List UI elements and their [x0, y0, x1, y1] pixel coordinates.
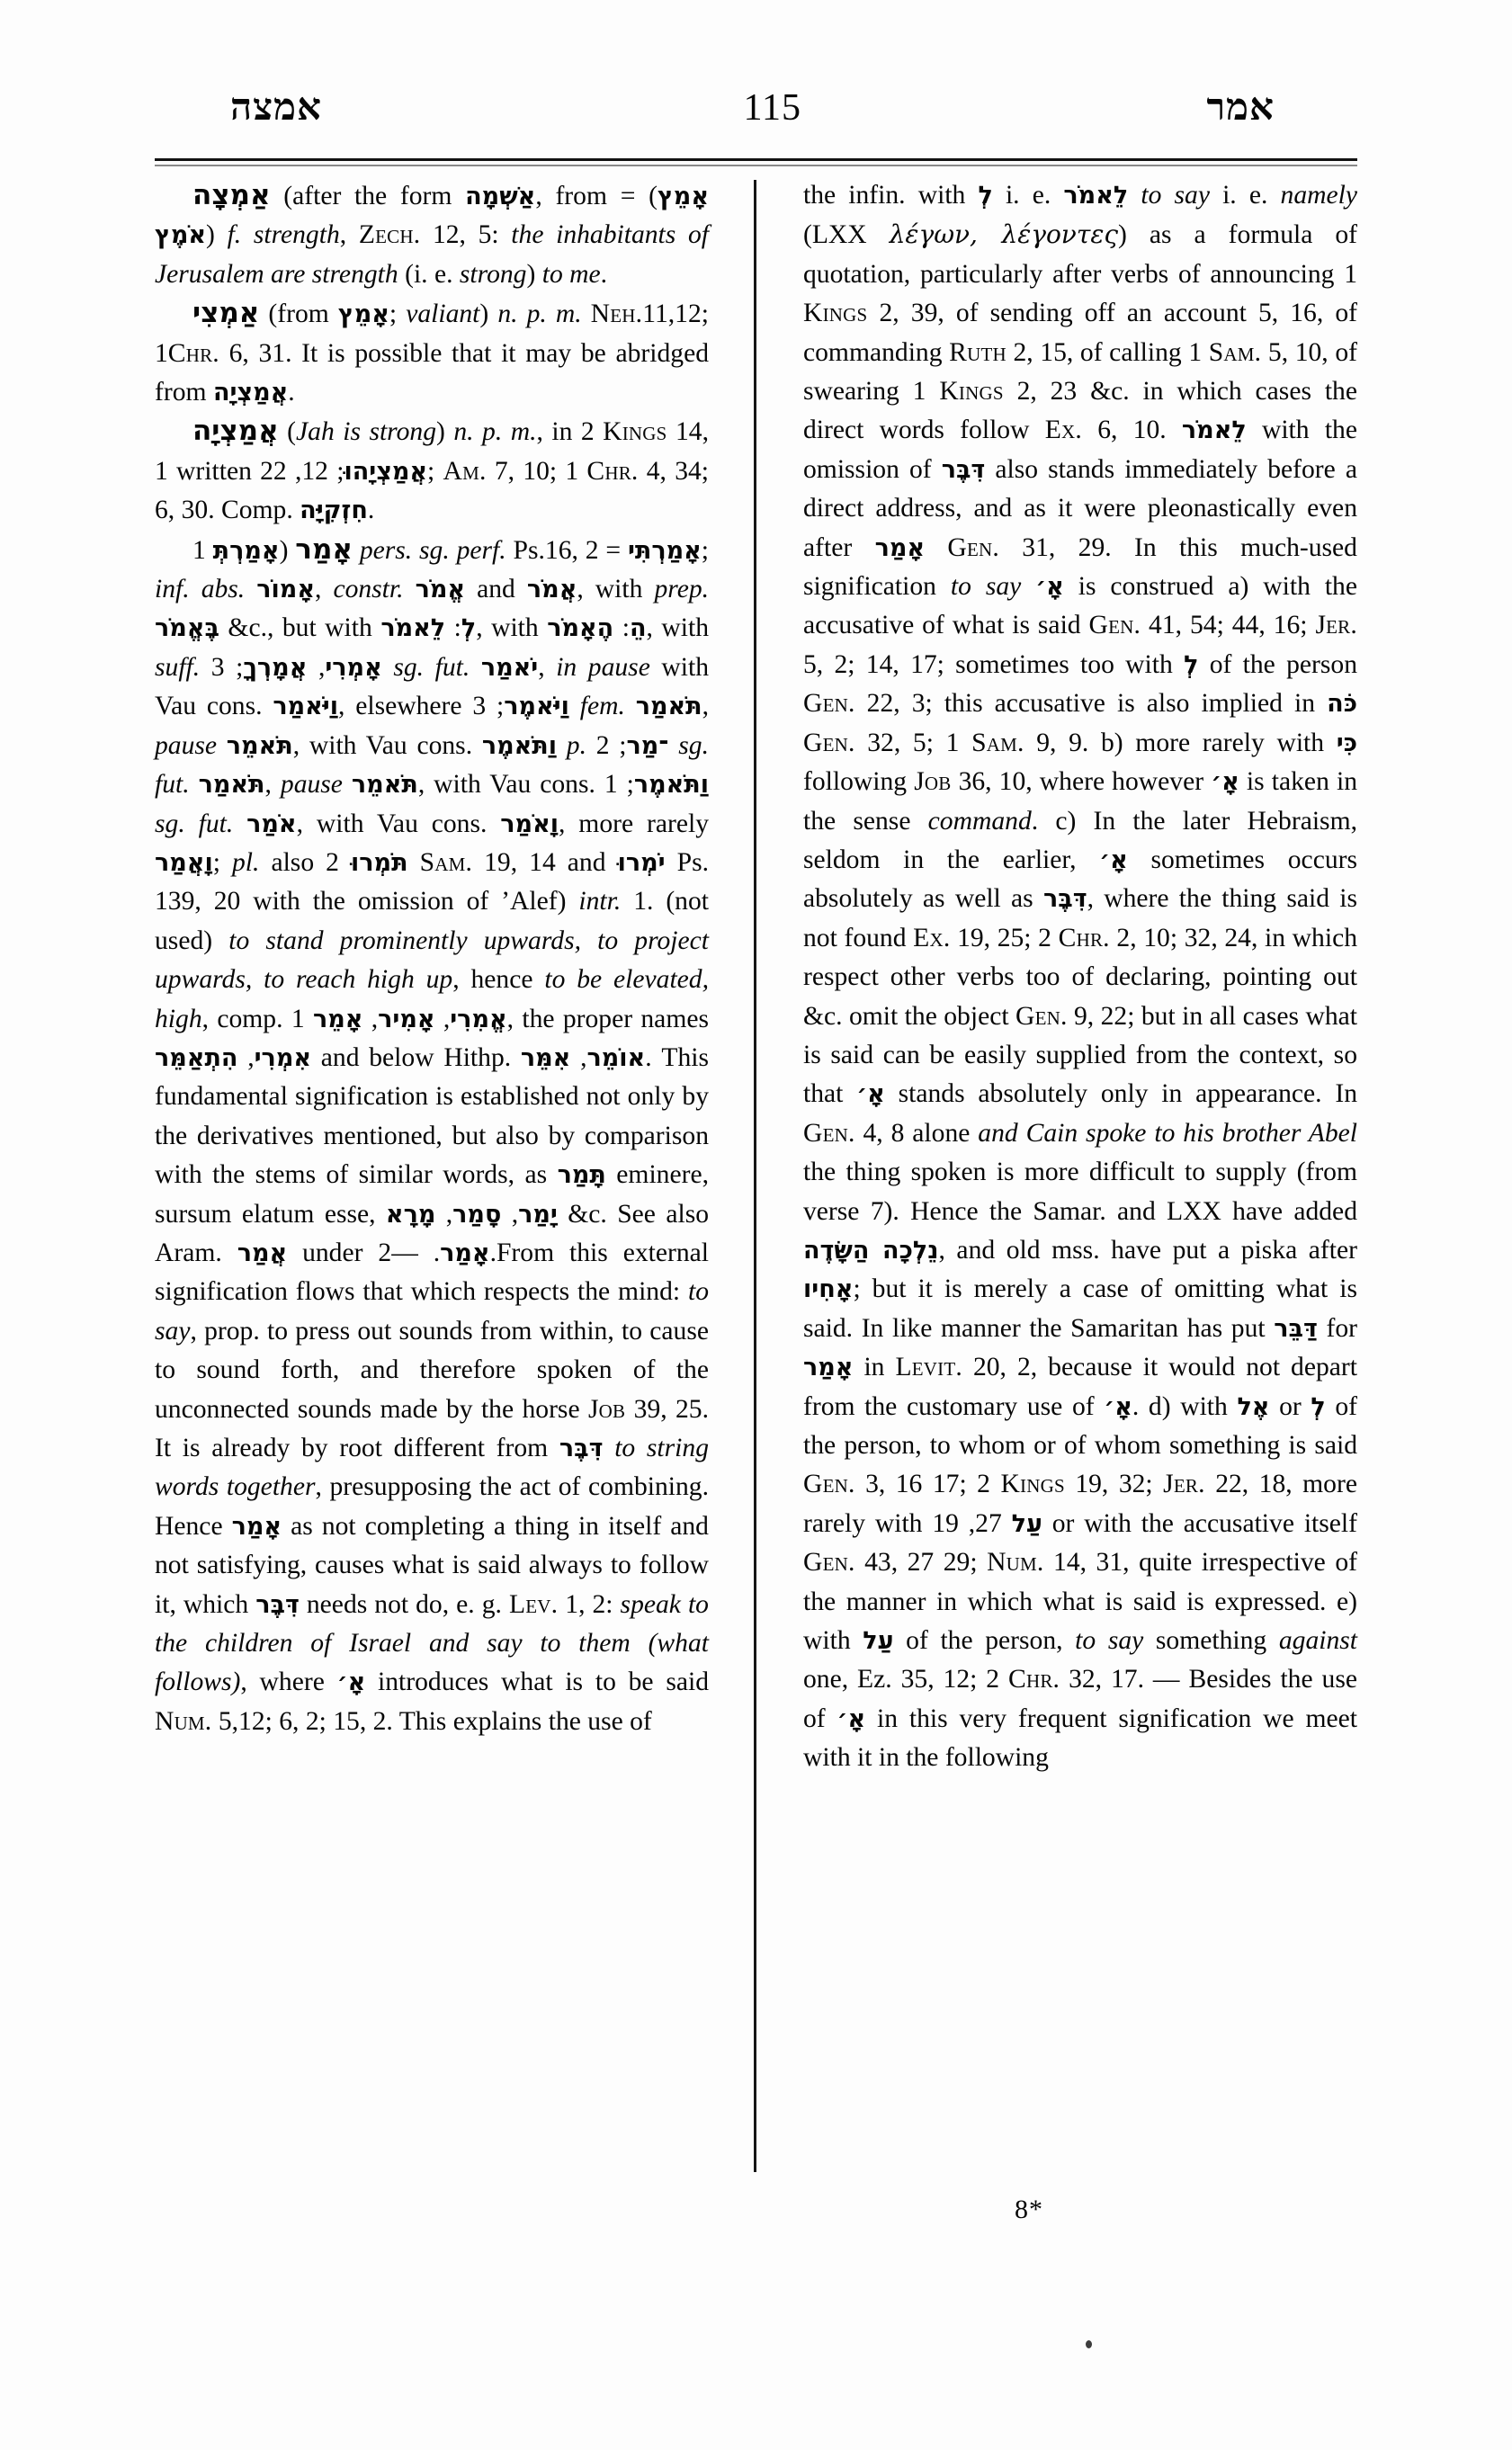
entry-amtzah: אַמְצָה (after the form אַשְׁמָה, from אָמֵץ) = אֹמֶץ) f. strength, Zech. 12, 5: the inhabitants of Jerusalem are strength (i. e. strong) to me.: [155, 179, 709, 289]
column-gutter: [709, 176, 803, 2209]
running-head: [160, 86, 1352, 146]
entry-amar: אָמַר (אָמַרְתְּ 1 pers. sg. perf. Ps.16, 2 = אָמַרְתִּי; inf. abs. אָמוֹר, constr. אֱמֹר and אֲמֹר, with prep. בֶּאֱמֹר &c., but with לְ: לֵאמֹר , with הֵ: הֶאָמֹר , with suff. אָמְרִי, אֲמָרְךָ; 3 sg. fut. יֹאמַר, in pause with Vau cons. וַיֹּאמַר, elsewhere וַיֹּאמֶר; 3 fem. תֹּאמַר, pause תֹּאמֵר, with Vau cons. וַתֹּאמֶר p. ־מַר; 2 sg. fut. תֹּאמַר, pause תֹּאמֵר, with Vau cons. וַתֹּאמֶר; 1 sg. fut. אֹמַר, with Vau cons. וָאֹמַר, more rarely וָאֲמַר; pl. also תֹּמְרוּ 2 Sam. 19, 14 and יֹמְרוּ Ps. 139, 20 with the omission of ’Alef) intr. 1. (not used) to stand prominently upwards, to project upwards, to reach high up, hence to be elevated, high, comp. אֱמִרִי, אָמִיר, אָמֵר 1, the proper names אִמְרִי, הִתְאַמֵּר and below Hithp. אוֹמֵר, אִמֵּר . This fundamental signification is established not only by the derivatives mentioned, but also by comparison with the stems of similar words, as תָּמַר eminere, sursum elatum esse, יָמַר, סָמַר, מָרָא &c. See also Aram. אֲמַר under אָמַר. —2.From this external signification flows that which respects the mind: to say, prop. to press out sounds from within, to cause to sound forth, and therefore spoken of the unconnected sounds made by the horse Job 39, 25. It is already by root different from דִּבֶּר to string words together, presupposing the act of combining. Hence אָמַר as not completing a thing in itself and not satisfying, causes what is said always to follow it, which דִּבֶּר needs not do, e. g. Lev. 1, 2: speak to the children of Israel and say to them (what follows), where אָ׳ introduces what is to be said Num. 5,12; 6, 2; 15, 2. This explains the use of: [155, 532, 710, 1736]
body-columns: [155, 176, 1357, 2209]
signature-mark: 8*: [1015, 2195, 1043, 2224]
entry-amtzi: אַמְצִי (from אָמֵץ; valiant) n. p. m. Neh.11,12; 1Chr. 6, 31. It is possible that it may be abridged from אֲמַצְיָה.: [155, 297, 709, 407]
header-rule: [155, 158, 1357, 161]
page-number: 115: [743, 87, 801, 129]
running-head-left-catchword: אמצה: [230, 87, 323, 129]
scan-artifact-speck: [1086, 2340, 1092, 2348]
running-head-right-catchword: אמר: [1206, 87, 1275, 129]
left-column: [155, 176, 709, 2209]
entry-amar-continued: the infin. with לְ i. e. לֵאמֹר to say i. e. namely (LXX λέγων, λέγοντες) as a formula of quotation, particularly after verbs of announcing 1 Kings 2, 39, of sending off an account 5, 16, of commanding Ruth 2, 15, of calling 1 Sam. 5, 10, of swearing 1 Kings 2, 23 &c. in which cases the direct words follow Ex. 6, 10. לֵאמֹר with the omission of דִּבֶּר also stands immediately before a direct address, and as it were pleonastically even after אָמַר Gen. 31, 29. In this much-used signification to say אָ׳ is construed a) with the accusative of what is said Gen. 41, 54; 44, 16; Jer. 5, 2; 14, 17; sometimes too with לְ of the person Gen. 22, 3; this accusative is also implied in כֹּה Gen. 32, 5; 1 Sam. 9, 9. b) more rarely with כִּי following Job 36, 10, where however אָ׳ is taken in the sense command. c) In the later Hebraism, seldom in the earlier, אָ׳ sometimes occurs absolutely as well as דִּבֶּר, where the thing said is not found Ex. 19, 25; 2 Chr. 2, 10; 32, 24, in which respect other verbs too of declaring, pointing out &c. omit the object Gen. 9, 22; but in all cases what is said can be easily supplied from the context, so that אָ׳ stands absolutely only in appearance. In Gen. 4, 8 alone and Cain spoke to his brother Abel the thing spoken is more difficult to supply (from verse 7). Hence the Samar. and LXX have added נֵלְכָה הַשָּׂדֶה, and old mss. have put a piska after אָחִיו; but it is merely a case of omitting what is said. In like manner the Samaritan has put דַּבֵּר for אָמַר in Levit. 20, 2, because it would not depart from the customary use of אָ׳. d) with אֶל or לְ of the person, to whom or of whom something is said Gen. 3, 16 17; 2 Kings 19, 32; Jer. 22, 18, more rarely with עַל 27, 19 or with the accusative itself Gen. 43, 27 29; Num. 14, 31, quite irrespective of the manner in which what is said is expressed. e) with עַל of the person, to say something against one, Ez. 35, 12; 2 Chr. 32, 17. — Besides the use of אָ׳ in this very frequent signification we meet with it in the following: [803, 181, 1358, 1773]
entry-amatzyah: אֲמַצְיָה (Jah is strong) n. p. m., in 2 Kings 14, 1 written אֲמַצְיָהוּ; 12, 22; Am. 7, 10; 1 Chr. 4, 34; 6, 30. Comp. חִזְקִיָּה.: [155, 415, 710, 525]
header-rule-secondary: [155, 165, 1357, 166]
right-column: [803, 176, 1357, 2209]
column-divider-rule: [754, 180, 756, 2172]
